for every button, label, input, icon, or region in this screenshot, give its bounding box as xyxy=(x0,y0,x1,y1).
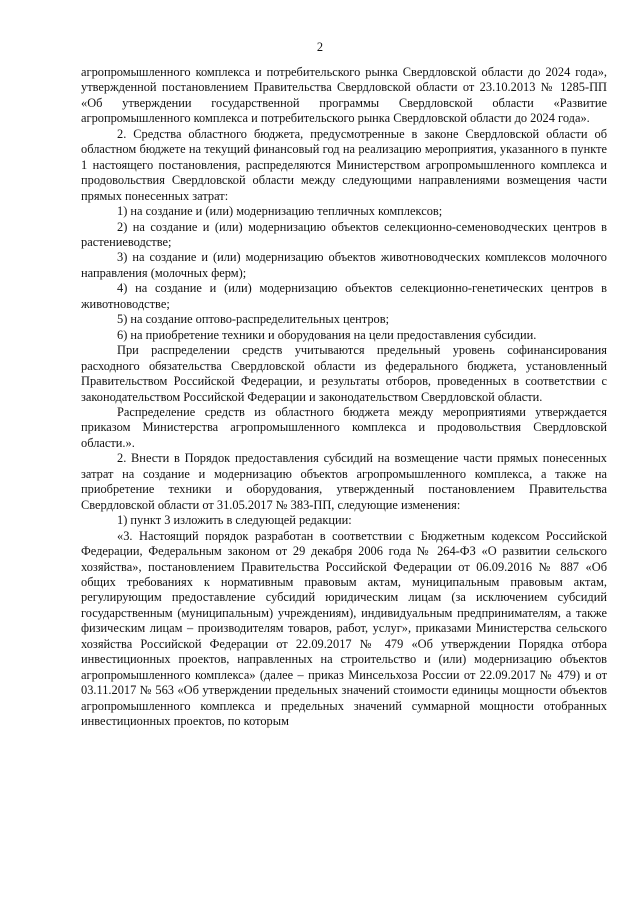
list-item: 4) на создание и (или) модернизацию объектов селекционно-генетических центров в животноводстве; xyxy=(81,281,607,311)
list-item: 3) на создание и (или) модернизацию объектов животноводческих комплексов молочного направления (молочных ферм); xyxy=(81,250,607,280)
list-item: 5) на создание оптово-распределительных центров; xyxy=(117,312,390,327)
paragraph: Распределение средств из областного бюджета между мероприятиями утверждается приказом Министерства агропромышленного комплекса и продовольствия Свердловской области.». xyxy=(81,404,607,450)
page-number: 2 xyxy=(316,40,324,54)
paragraph: 1) пункт 3 изложить в следующей редакции: xyxy=(117,513,352,528)
paragraph: «3. Настоящий порядок разработан в соответствии с Бюджетным кодексом Российской Федерации, Федеральным законом от 29 декабря 2006 года № 264-ФЗ «О развитии сельского хозяйства», постановлением Правительства Российской Федерации от 06.09.2016 № 887 «Об общих требованиях к нормативным правовым актам, муниципальным правовым актам, регулирующим предоставление субсидий юридическим лицам (за исключением субсидий государственным (муниципальным) учреждениям), индивидуальным предпринимателям, а также физическим лицам – производителям товаров, работ, услуг», приказами Министерства сельского хозяйства Российской Федерации от 22.09.2017 № 479 «Об утверждении Порядка отбора инвестиционных проектов, направленных на строительство и (или) модернизацию объектов агропромышленного комплекса» (далее – приказ Минсельхоза России от 22.09.2017 № 479) и от 03.11.2017 № 563 «Об утверждении предельных значений стоимости единицы мощности объектов агропромышленного комплекса и предельных значений суммарной мощности отобранных инвестиционных проектов, по которым xyxy=(81,528,607,729)
document-body xyxy=(81,65,607,729)
paragraph: 2. Внести в Порядок предоставления субсидий на возмещение части прямых понесенных затрат на создание и модернизацию объектов агропромышленного комплекса, а также на приобретение техники и оборудования, утвержденный постановлением Правительства Свердловской области от 31.05.2017 № 383-ПП, следующие изменения: xyxy=(81,451,607,512)
paragraph: 2. Средства областного бюджета, предусмотренные в законе Свердловской области об областном бюджете на текущий финансовый год на реализацию мероприятия, указанного в пункте 1 настоящего постановления, распределяются Министерством агропромышленного комплекса и продовольствия Свердловской области между следующими направлениями возмещения части прямых понесенных затрат: xyxy=(81,126,607,203)
list-item: 6) на приобретение техники и оборудования на цели предоставления субсидии. xyxy=(117,327,537,342)
paragraph: При распределении средств учитываются предельный уровень софинансирования расходного обязательства Свердловской области из федерального бюджета, установленный Правительством Российской Федерации, и результаты отборов, проведенных в соответствии с законодательством Российской Федерации и законодательством Свердловской области. xyxy=(81,343,607,404)
paragraph: агропромышленного комплекса и потребительского рынка Свердловской области до 2024 года», утвержденной постановлением Правительства Свердловской области от 23.10.2013 № 1285-ПП «Об утверждении государственной программы Свердловской области «Развитие агропромышленного комплекса и потребительского рынка Свердловской области до 2024 года». xyxy=(81,65,607,126)
list-item: 1) на создание и (или) модернизацию тепличных комплексов; xyxy=(117,204,443,219)
list-item: 2) на создание и (или) модернизацию объектов селекционно-семеноводческих центров в растениеводстве; xyxy=(81,219,607,249)
